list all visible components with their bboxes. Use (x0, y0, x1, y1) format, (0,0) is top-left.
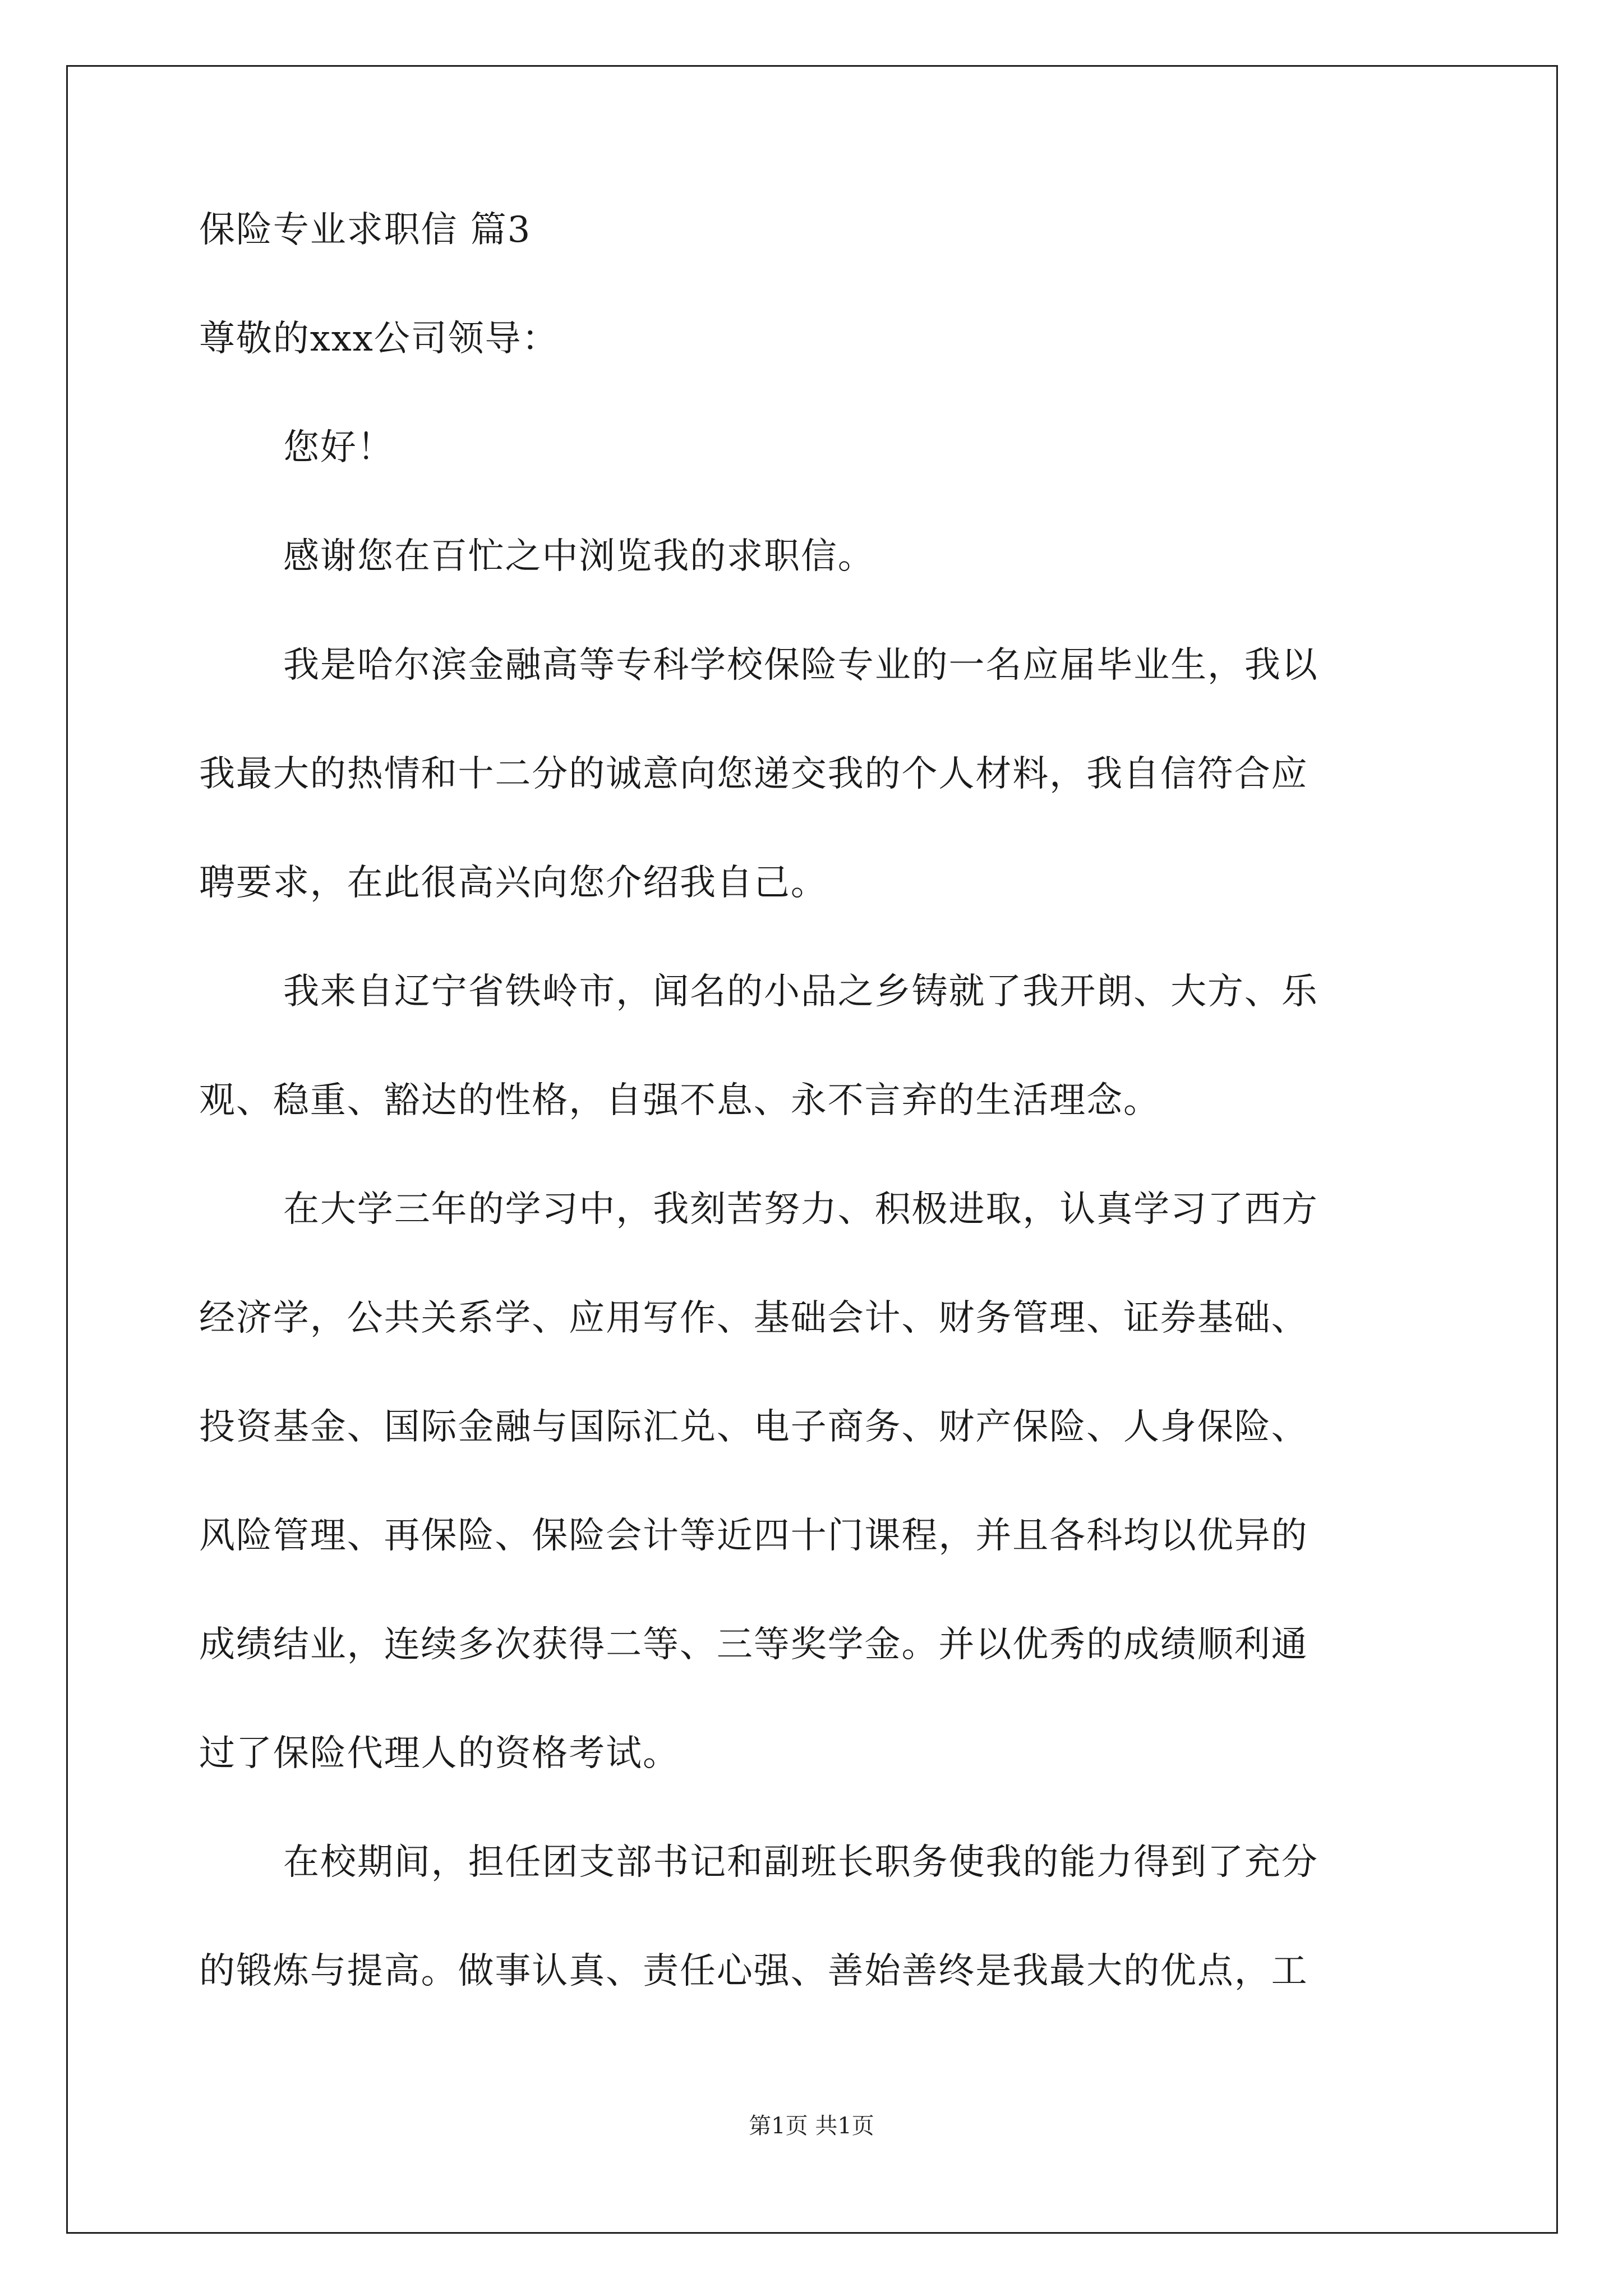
paragraph-campus-roles (199, 1840, 1430, 1994)
paragraph-line: 我来自辽宁省铁岭市，闻名的小品之乡铸就了我开朗、大方、乐 (283, 971, 1318, 1013)
paragraph-line: 成绩结业，连续多次获得二等、三等奖学金。并以优秀的成绩顺利通 (199, 1624, 1308, 1665)
paragraph-line: 感谢您在百忙之中浏览我的求职信。 (283, 536, 875, 577)
paragraph-introduction (199, 643, 1430, 905)
paragraph-line: 的锻炼与提高。做事认真、责任心强、善始善终是我最大的优点，工 (199, 1950, 1308, 1992)
paragraph-line: 经济学，公共关系学、应用写作、基础会计、财务管理、证券基础、 (199, 1297, 1308, 1339)
document-body (199, 208, 1430, 2058)
paragraph-line: 聘要求，在此很高兴向您介绍我自己。 (199, 862, 828, 904)
salutation: 尊敬的xxx公司领导： (199, 318, 559, 360)
paragraph-line: 我最大的热情和十二分的诚意向您递交我的个人材料，我自信符合应 (199, 753, 1308, 795)
paragraph-line: 观、稳重、豁达的性格，自强不息、永不言弃的生活理念。 (199, 1080, 1160, 1121)
paragraph-hometown (199, 969, 1430, 1123)
paragraph-line: 在校期间，担任团支部书记和副班长职务使我的能力得到了充分 (283, 1842, 1318, 1883)
paragraph-line: 我是哈尔滨金融高等专科学校保险专业的一名应届毕业生，我以 (283, 645, 1318, 686)
paragraph-line: 投资基金、国际金融与国际汇兑、电子商务、财产保险、人身保险、 (199, 1406, 1308, 1448)
paragraph-line: 在大学三年的学习中，我刻苦努力、积极进取，认真学习了西方 (283, 1189, 1318, 1230)
paragraph-line: 风险管理、再保险、保险会计等近四十门课程，并且各科均以优异的 (199, 1515, 1308, 1557)
paragraph-studies (199, 1187, 1430, 1776)
page-number-footer: 第1页 共1页 (749, 2113, 874, 2139)
paragraph-line: 过了保险代理人的资格考试。 (199, 1733, 680, 1774)
paragraph-thanks (199, 534, 1430, 579)
document-title: 保险专业求职信 篇3 (199, 209, 532, 251)
greeting: 您好！ (283, 427, 394, 468)
